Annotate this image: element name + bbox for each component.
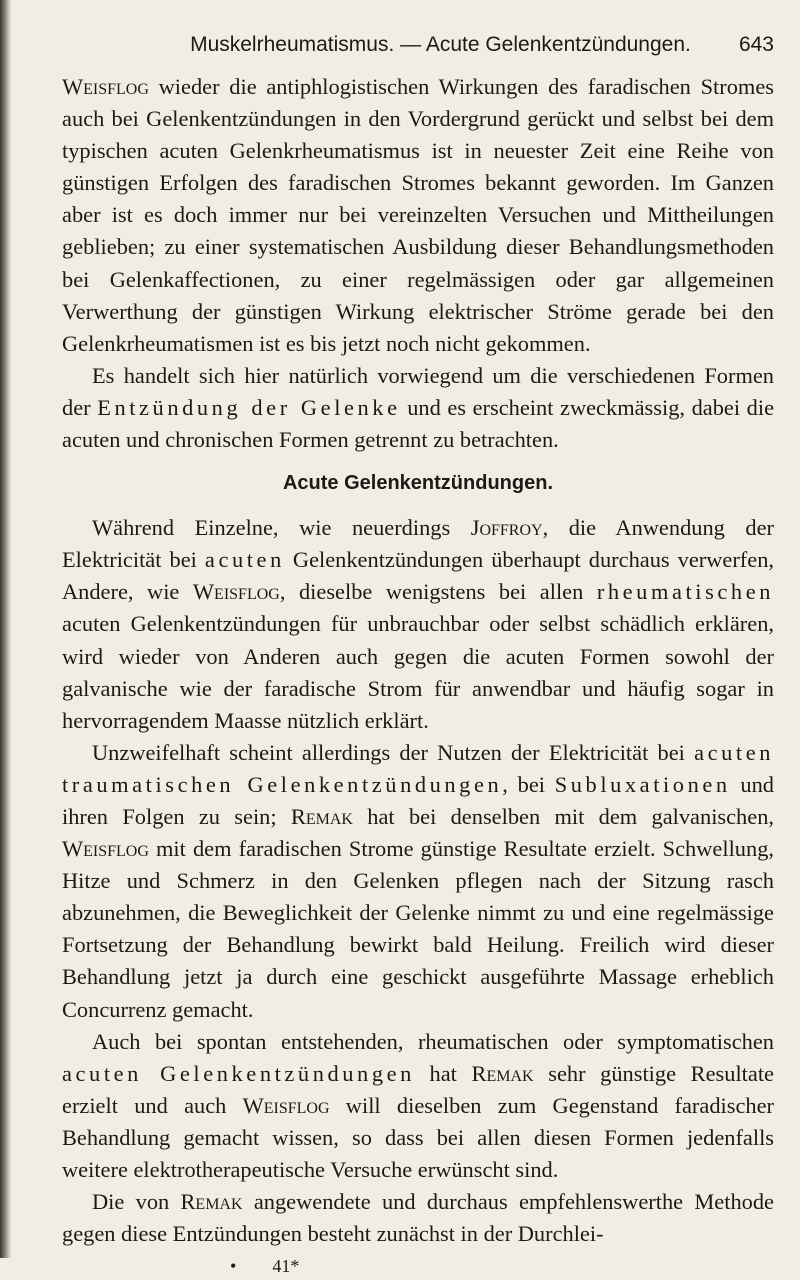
text-run: will dieselben zum Gegenstand faradischer Behandlung gemacht wissen, so dass bei allen diesen Formen jedenfalls weitere elektrotherapeutische Versuche erwünscht sind. — [62, 1092, 774, 1182]
emphasis: rheumatischen — [596, 579, 774, 605]
text-run: wieder die antiphlogistischen Wirkungen des faradischen Stromes auch bei Gelenkentzündungen in den Vordergrund gerückt und selbst bei dem typischen acuten Gelenkrheumatismus ist in neuester Zeit eine Reihe von günstigen Erfolgen des faradischen Stromes bekannt geworden. Im Ganzen aber ist es doch immer nur bei vereinzelten Versuchen und Mittheilungen geblieben; zu einer systematischen Ausbildung dieser Behandlungsmethoden bei Gelenkaffectionen, zu einer regelmässigen oder gar allgemeinen Verwerthung der günstigen Wirkung elektrischer Ströme gerade bei den Gelenkrheumatismen ist es bis jetzt noch nicht gekommen. — [62, 74, 774, 356]
page-number: 643 — [738, 33, 774, 56]
text-run: Auch bei spontan entstehenden, rheumatischen oder symptomatischen — [92, 1028, 774, 1054]
paragraph-3 — [62, 512, 774, 737]
author-name: Remak — [290, 803, 353, 829]
paragraph-2 — [62, 360, 774, 456]
running-header — [62, 30, 774, 60]
text-run: , dieselbe wenigstens bei allen — [279, 579, 597, 605]
text-run: hat — [414, 1060, 472, 1086]
author-name: Joffroy — [470, 515, 543, 541]
author-name: Weisflog — [62, 74, 149, 99]
text-run: Während Einzelne, wie neuerdings — [92, 515, 471, 541]
text-run: angewendete und durchaus empfehlenswerthe Methode gegen diese Entzündungen besteht zunächst in der Durchlei- — [62, 1189, 774, 1247]
text-run: und es erscheint zweckmässig, dabei die acuten und chronischen Formen getrennt zu betrachten. — [62, 394, 775, 453]
author-name: Remak — [180, 1189, 243, 1215]
section-heading: Acute Gelenkentzündungen. — [282, 472, 554, 495]
author-name: Remak — [471, 1060, 534, 1086]
text-run: sehr günstige Resultate erzielt und auch — [62, 1060, 774, 1118]
text-run: Unzweifelhaft scheint allerdings der Nutzen der Elektricität bei — [92, 739, 695, 765]
text-run: mit dem faradischen Strome günstige Resultate erzielt. Schwellung, Hitze und Schmerz in den Gelenken pflegen nach der Sitzung rasch abzunehmen, die Beweglichkeit der Gelenke nimmt zu und eine regelmässige Fortsetzung der Behandlung bewirkt bald Heilung. Freilich wird dieser Behandlung jetzt ja durch eine geschickt ausgeführte Massage erheblich Concurrenz gemacht. — [62, 836, 774, 1022]
binding-edge — [0, 0, 12, 1258]
emphasis: acuten traumatischen Gelenkentzündungen — [62, 739, 774, 797]
paragraph-4 — [62, 737, 774, 1026]
text-run: Es handelt sich hier natürlich vorwiegend um die verschiedenen Formen der — [62, 362, 774, 420]
author-name: Weisflog — [242, 1092, 330, 1118]
text-run: , die Anwendung der Elektricität bei — [62, 515, 774, 573]
running-title: Muskelrheumatismus. — Acute Gelenkentzündungen. — [190, 33, 691, 56]
paragraph-1 — [62, 71, 774, 360]
text-run: , bei — [502, 771, 555, 797]
emphasis: acuten — [204, 547, 285, 573]
author-name: Weisflog — [62, 836, 149, 862]
text-run: Die von — [92, 1189, 181, 1215]
text-run: acuten Gelenkentzündungen für unbrauchbar oder selbst schädlich erklären, wird wieder von Anderen auch gegen die acuten Formen sowohl der galvanische wie der faradische Strom für anwendbar und häufig sogar in hervorragendem Maasse nützlich erklärt. — [62, 611, 774, 733]
book-page — [62, 30, 774, 1280]
emphasis: acuten Gelenkentzündungen — [62, 1060, 415, 1086]
signature-number: 41* — [272, 1256, 300, 1277]
emphasis: Subluxationen — [554, 771, 731, 797]
text-run: Gelenkentzündungen überhaupt durchaus verwerfen, Andere, wie — [62, 547, 774, 605]
paragraph-5 — [62, 1026, 774, 1186]
signature-mark: • — [230, 1256, 237, 1277]
signature-line — [62, 1252, 774, 1280]
emphasis: Entzündung der Gelenke — [97, 394, 401, 420]
paragraph-6 — [62, 1186, 774, 1250]
text-run: und ihren Folgen zu sein; — [62, 771, 774, 829]
text-run: hat bei denselben mit dem galvanischen, — [352, 803, 774, 829]
author-name: Weisflog — [192, 579, 280, 605]
